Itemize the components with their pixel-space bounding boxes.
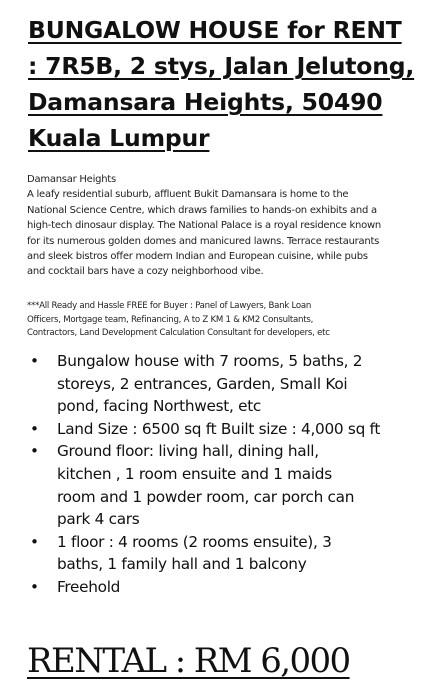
- feature-line: Land Size : 6500 sq ft Built size : 4,000 sq ft: [57, 419, 381, 438]
- title-line: Kuala Lumpur: [28, 124, 210, 152]
- description-line: and sleek bistros offer modern Indian and European cuisine, while pubs: [27, 251, 368, 263]
- title-line: BUNGALOW HOUSE for RENT: [28, 16, 402, 44]
- title-line: : 7R5B, 2 stys, Jalan Jelutong,: [28, 52, 415, 80]
- notice-line: Contractors, Land Development Calculation Consultant for developers, etc: [27, 328, 330, 339]
- feature-line: storeys, 2 entrances, Garden, Small Koi: [57, 374, 348, 393]
- description-line: and cocktail bars have a cozy neighborhood vibe.: [27, 266, 264, 278]
- bullet-icon: •: [30, 419, 39, 438]
- buyer-services-notice: [27, 300, 427, 341]
- notice-line: ***All Ready and Hassle FREE for Buyer : Panel of Lawyers, Bank Loan: [27, 301, 312, 311]
- feature-line: park 4 cars: [57, 510, 140, 529]
- title-line: Damansara Heights, 50490: [28, 88, 383, 116]
- bullet-icon: •: [30, 352, 39, 370]
- bullet-icon: •: [30, 532, 39, 551]
- feature-line: room and 1 powder room, car porch can: [57, 487, 355, 506]
- description-line: for its numerous golden domes and manicured lawns. Terrace restaurants: [27, 235, 380, 247]
- feature-line: pond, facing Northwest, etc: [57, 397, 262, 416]
- list-item: [0, 350, 437, 418]
- listing-title: [28, 12, 432, 156]
- bullet-icon: •: [30, 442, 39, 461]
- feature-line: Freehold: [57, 577, 121, 596]
- list-item: [0, 531, 437, 576]
- notice-line: Officers, Mortgage team, Refinancing, A to Z KM 1 & KM2 Consultants,: [27, 314, 314, 325]
- area-name: Damansar Heights: [27, 174, 116, 185]
- feature-line: Bungalow house with 7 rooms, 5 baths, 2: [57, 352, 363, 370]
- list-item: [0, 440, 437, 530]
- feature-line: 1 floor : 4 rooms (2 rooms ensuite), 3: [57, 532, 332, 551]
- feature-line: kitchen , 1 room ensuite and 1 maids: [57, 464, 332, 483]
- feature-line: baths, 1 family hall and 1 balcony: [57, 555, 307, 574]
- list-item: [0, 576, 437, 599]
- feature-line: Ground floor: living hall, dining hall,: [57, 442, 319, 461]
- list-item: [0, 418, 437, 441]
- description-line: high-tech dinosaur display. The National Palace is a royal residence known: [27, 220, 382, 232]
- area-description: [27, 172, 437, 280]
- feature-list: [0, 350, 437, 599]
- description-line: A leafy residential suburb, affluent Bukit Damansara is home to the: [27, 189, 349, 201]
- rental-price: RENTAL : RM 6,000: [27, 641, 350, 681]
- description-line: National Science Centre, which draws families to hands-on exhibits and a: [27, 204, 377, 216]
- bullet-icon: •: [30, 577, 39, 596]
